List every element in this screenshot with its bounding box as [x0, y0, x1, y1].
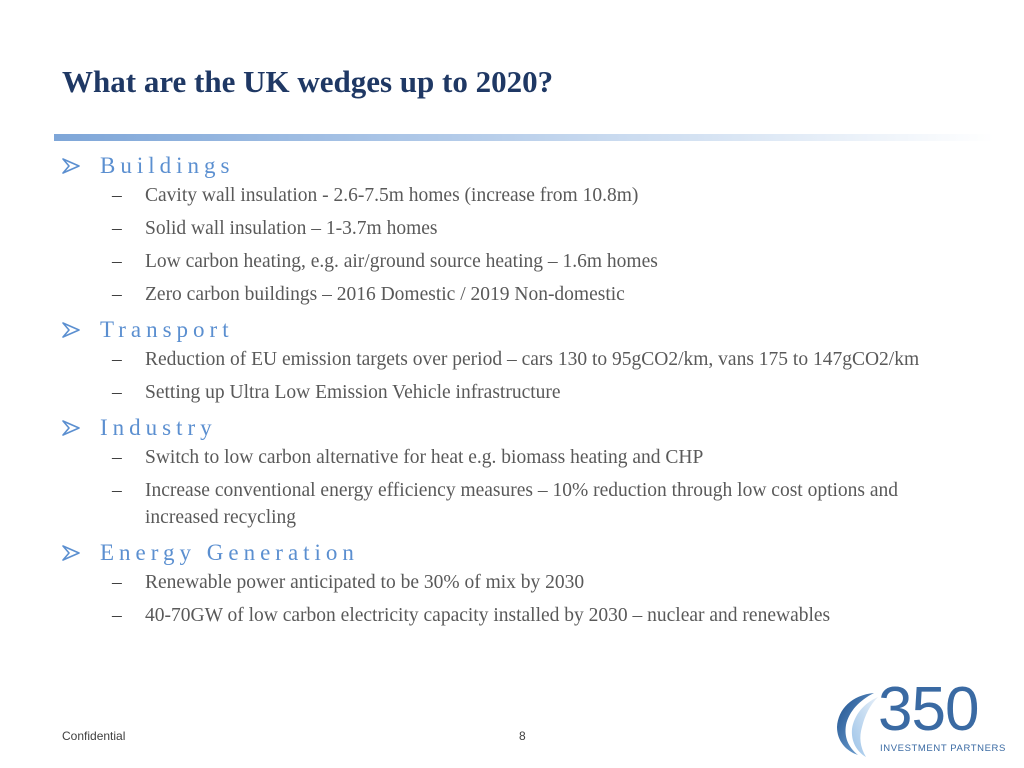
- dash-icon: –: [112, 447, 122, 468]
- dash-icon: –: [112, 480, 122, 501]
- item-text: Increase conventional energy efficiency measures – 10% reduction through low cost options and increased recycling: [145, 480, 899, 528]
- list-item: [62, 215, 962, 242]
- list-item: [62, 602, 962, 629]
- list-item: [62, 379, 962, 406]
- arrow-bullet-icon: [62, 158, 80, 174]
- section-heading-label: Industry: [100, 415, 217, 440]
- dash-icon: –: [112, 218, 122, 239]
- dash-icon: –: [112, 185, 122, 206]
- dash-icon: –: [112, 349, 122, 370]
- section-heading: [62, 150, 962, 182]
- title-divider: [54, 134, 994, 141]
- item-text: 40-70GW of low carbon electricity capacity installed by 2030 – nuclear and renewables: [145, 605, 831, 626]
- list-item: [62, 569, 962, 596]
- item-list: [62, 444, 962, 531]
- item-list: [62, 346, 962, 406]
- company-logo: [834, 675, 1010, 761]
- item-text: Switch to low carbon alternative for heat e.g. biomass heating and CHP: [145, 447, 704, 468]
- bullet-content: [62, 150, 962, 629]
- list-item: [62, 281, 962, 308]
- logo-swoosh-icon: [834, 689, 880, 759]
- section-transport: [62, 314, 962, 406]
- arrow-bullet-icon: [62, 322, 80, 338]
- dash-icon: –: [112, 284, 122, 305]
- item-list: [62, 182, 962, 308]
- item-text: Setting up Ultra Low Emission Vehicle infrastructure: [145, 382, 561, 403]
- dash-icon: –: [112, 251, 122, 272]
- arrow-bullet-icon: [62, 545, 80, 561]
- section-buildings: [62, 150, 962, 308]
- item-text: Cavity wall insulation - 2.6-7.5m homes (increase from 10.8m): [145, 185, 639, 206]
- section-heading-label: Buildings: [100, 153, 235, 178]
- dash-icon: –: [112, 605, 122, 626]
- item-text: Solid wall insulation – 1-3.7m homes: [145, 218, 438, 239]
- section-heading-label: Transport: [100, 317, 234, 342]
- slide-title: What are the UK wedges up to 2020?: [62, 64, 554, 99]
- section-industry: [62, 412, 962, 531]
- section-heading: [62, 537, 962, 569]
- dash-icon: –: [112, 572, 122, 593]
- arrow-bullet-icon: [62, 420, 80, 436]
- section-heading: [62, 412, 962, 444]
- list-item: [62, 248, 962, 275]
- dash-icon: –: [112, 382, 122, 403]
- logo-number: 350: [878, 675, 979, 744]
- item-text: Low carbon heating, e.g. air/ground source heating – 1.6m homes: [145, 251, 658, 272]
- list-item: [62, 182, 962, 209]
- section-energy-generation: [62, 537, 962, 629]
- section-heading: [62, 314, 962, 346]
- page-number: 8: [519, 729, 526, 743]
- item-list: [62, 569, 962, 629]
- list-item: [62, 477, 962, 531]
- list-item: [62, 346, 962, 373]
- item-text: Renewable power anticipated to be 30% of mix by 2030: [145, 572, 585, 593]
- list-item: [62, 444, 962, 471]
- section-heading-label: Energy Generation: [100, 540, 359, 565]
- confidential-label: Confidential: [62, 729, 126, 743]
- item-text: Zero carbon buildings – 2016 Domestic / 2019 Non-domestic: [145, 284, 625, 305]
- item-text: Reduction of EU emission targets over period – cars 130 to 95gCO2/km, vans 175 to 147gCO2/km: [145, 349, 920, 370]
- logo-tagline: INVESTMENT PARTNERS: [880, 743, 1006, 754]
